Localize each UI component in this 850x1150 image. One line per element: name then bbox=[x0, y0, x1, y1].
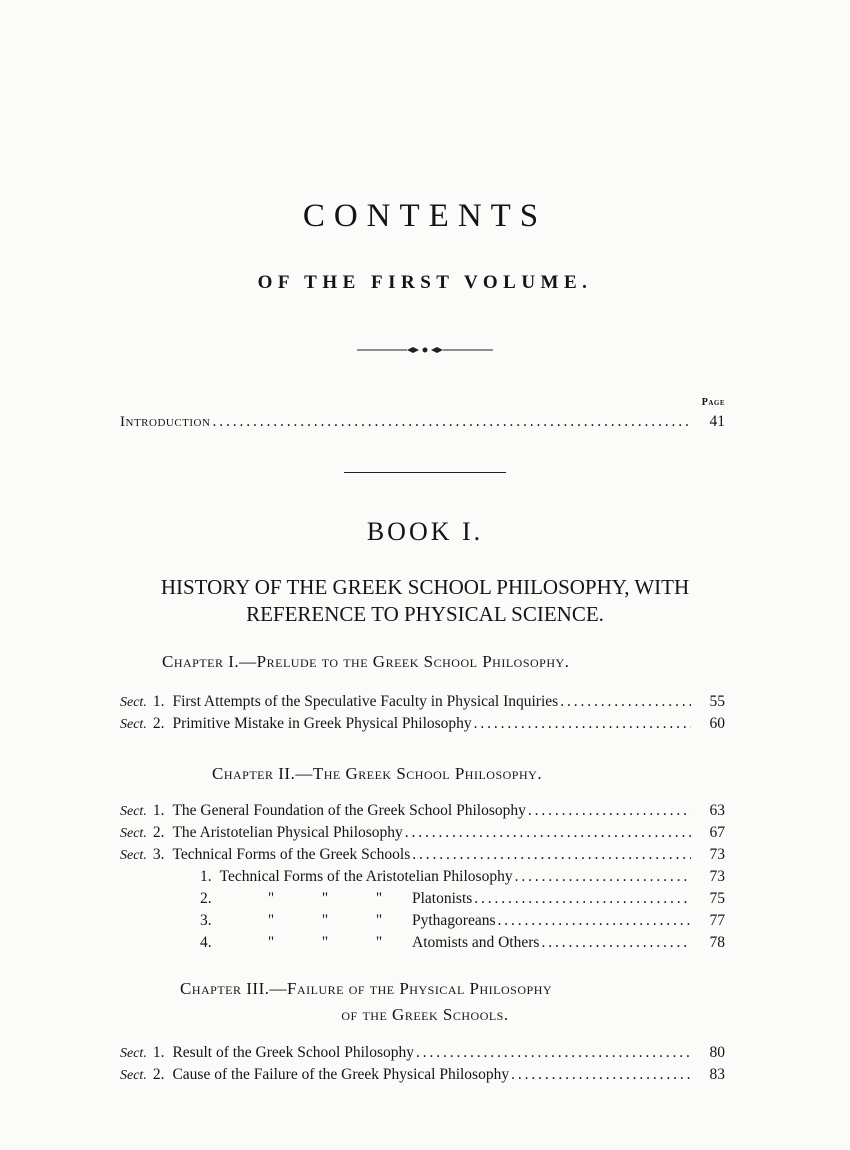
leader-dots bbox=[515, 868, 691, 886]
toc-page: 63 bbox=[709, 802, 725, 819]
sect-label: Sect. bbox=[120, 848, 147, 863]
ditto-mark: " bbox=[375, 934, 383, 951]
sect-label: Sect. bbox=[120, 695, 147, 710]
toc-page: 77 bbox=[709, 912, 725, 929]
sect-text: Result of the Greek School Philosophy bbox=[172, 1044, 414, 1061]
toc-page: 80 bbox=[709, 1044, 725, 1061]
toc-subrow bbox=[200, 868, 725, 890]
book-title: BOOK I. bbox=[366, 517, 484, 546]
toc-subrow bbox=[200, 890, 725, 912]
sect-number: 3. bbox=[152, 846, 165, 863]
sect-text: The Aristotelian Physical Philosophy bbox=[172, 824, 403, 841]
section-rule bbox=[344, 472, 506, 473]
ditto-mark: " bbox=[375, 912, 383, 929]
toc-page: 83 bbox=[709, 1066, 725, 1083]
toc-subrow bbox=[200, 934, 725, 956]
toc-page: 78 bbox=[709, 934, 725, 951]
leader-dots bbox=[528, 802, 691, 820]
chapter-1-title: Chapter I.—Prelude to the Greek School Philosophy. bbox=[162, 652, 570, 671]
page-title: CONTENTS bbox=[302, 198, 548, 234]
sect-number: 1. bbox=[152, 1044, 165, 1061]
toc-row bbox=[120, 1044, 725, 1066]
book-heading-line1: HISTORY OF THE GREEK SCHOOL PHILOSOPHY, WITH bbox=[160, 575, 690, 599]
ditto-mark: " bbox=[321, 890, 329, 907]
page-column-header: Page bbox=[701, 397, 725, 408]
toc-row bbox=[120, 824, 725, 846]
sect-label: Sect. bbox=[120, 1068, 147, 1083]
ditto-mark: " bbox=[321, 934, 329, 951]
toc-row bbox=[120, 1066, 725, 1088]
book-heading-line2: REFERENCE TO PHYSICAL SCIENCE. bbox=[246, 602, 604, 626]
toc-row bbox=[120, 802, 725, 824]
leader-dots bbox=[511, 1066, 691, 1084]
leader-dots bbox=[474, 890, 691, 908]
toc-row bbox=[120, 846, 725, 868]
leader-dots bbox=[416, 1044, 691, 1062]
toc-subrow bbox=[200, 912, 725, 934]
leader-dots bbox=[498, 912, 691, 930]
chapter-2-title: Chapter II.—The Greek School Philosophy. bbox=[212, 764, 543, 783]
chapter-3-title-line1: Chapter III.—Failure of the Physical Philosophy bbox=[180, 979, 553, 998]
sect-number: 1. bbox=[152, 693, 165, 710]
sub-text: Technical Forms of the Aristotelian Philosophy bbox=[219, 868, 513, 885]
sect-text: Primitive Mistake in Greek Physical Philosophy bbox=[172, 715, 472, 732]
toc-page: 55 bbox=[709, 693, 725, 710]
sect-label: Sect. bbox=[120, 804, 147, 819]
toc-page: 73 bbox=[709, 868, 725, 885]
sect-label: Sect. bbox=[120, 717, 147, 732]
leader-dots bbox=[474, 715, 691, 733]
toc-introduction bbox=[120, 413, 725, 435]
sub-number: 1. bbox=[200, 868, 212, 885]
sect-number: 2. bbox=[152, 824, 165, 841]
sect-text: The General Foundation of the Greek School Philosophy bbox=[172, 802, 526, 819]
ditto-mark: " bbox=[375, 890, 383, 907]
toc-row bbox=[120, 693, 725, 715]
sub-number: 4. bbox=[200, 934, 212, 951]
sect-text: Cause of the Failure of the Greek Physical Philosophy bbox=[172, 1066, 510, 1083]
leader-dots bbox=[405, 824, 691, 842]
sub-text: Atomists and Others bbox=[412, 934, 540, 951]
leader-dots bbox=[541, 934, 691, 952]
leader-dots bbox=[412, 846, 691, 864]
sub-text: Pythagoreans bbox=[412, 912, 496, 929]
sub-number: 2. bbox=[200, 890, 212, 907]
ditto-mark: " bbox=[321, 912, 329, 929]
toc-row bbox=[120, 715, 725, 737]
chapter-3-title-line2: of the Greek Schools. bbox=[341, 1005, 509, 1024]
sect-text: Technical Forms of the Greek Schools bbox=[172, 846, 411, 863]
sect-number: 1. bbox=[152, 802, 165, 819]
leader-dots bbox=[560, 693, 691, 711]
ditto-mark: " bbox=[267, 890, 275, 907]
sect-number: 2. bbox=[152, 715, 165, 732]
toc-page: 67 bbox=[709, 824, 725, 841]
toc-page: 41 bbox=[709, 413, 725, 430]
ditto-mark: " bbox=[267, 912, 275, 929]
sub-text: Platonists bbox=[412, 890, 473, 907]
ornament-divider bbox=[357, 343, 493, 357]
leader-dots bbox=[212, 413, 691, 431]
toc-page: 73 bbox=[709, 846, 725, 863]
sub-number: 3. bbox=[200, 912, 212, 929]
page-subtitle: OF THE FIRST VOLUME. bbox=[257, 272, 593, 293]
sect-text: First Attempts of the Speculative Faculty in Physical Inquiries bbox=[172, 693, 559, 710]
toc-label: Introduction bbox=[120, 414, 211, 430]
toc-page: 75 bbox=[709, 890, 725, 907]
ditto-mark: " bbox=[267, 934, 275, 951]
sect-label: Sect. bbox=[120, 1046, 147, 1061]
sect-number: 2. bbox=[152, 1066, 165, 1083]
toc-page: 60 bbox=[709, 715, 725, 732]
sect-label: Sect. bbox=[120, 826, 147, 841]
